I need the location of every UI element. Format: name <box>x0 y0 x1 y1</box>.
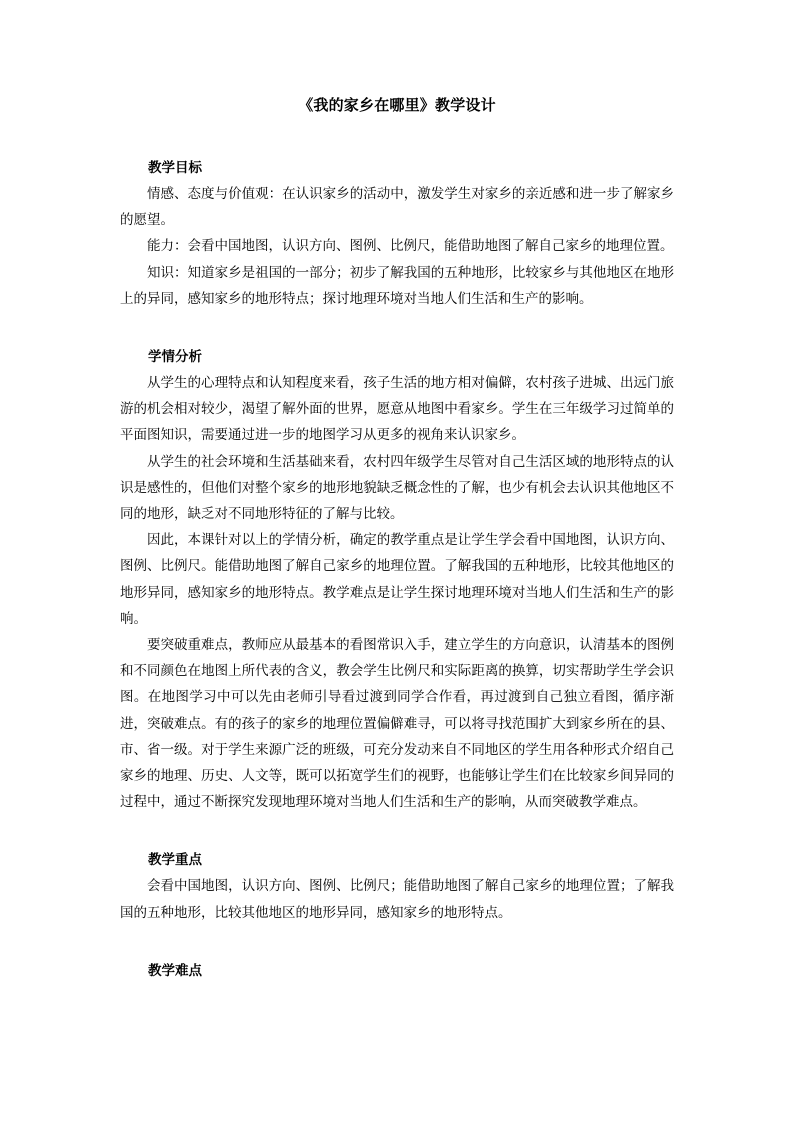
section-heading: 教学重点 <box>148 852 202 869</box>
paragraph: 情感、态度与价值观：在认识家乡的活动中，激发学生对家乡的亲近感和进一步了解家乡的愿望。 <box>120 186 674 229</box>
paragraph: 要突破重难点，教师应从最基本的看图常识入手，建立学生的方向意识，认清基本的图例和不同颜色在地图上所代表的含义，教会学生比例尺和实际距离的换算，切实帮助学生学会识图。在地图学习中可以先由老师引导看过渡到同学合作看，再过渡到自己独立看图，循序渐进，突破难点。有的孩子的家乡的地理位置偏僻难寻，可以将寻找范围扩大到家乡所在的县、市、省一级。对于学生来源广泛的班级，可充分发动来自不同地区的学生用各种形式介绍自己家乡的地理、历史、人文等，既可以拓宽学生们的视野，也能够让学生们在比较家乡间异同的过程中，通过不断探究发现地理环境对当地人们生活和生产的影响，从而突破教学难点。 <box>120 637 674 811</box>
document-title: 《我的家乡在哪里》教学设计 <box>298 96 496 114</box>
section-key-points <box>120 847 674 925</box>
paragraph: 因此，本课针对以上的学情分析，确定的教学重点是让学生学会看中国地图，认识方向、图例、比例尺。能借助地图了解自己家乡的地理位置。了解我国的五种地形，比较其他地区的地形异同，感知家乡的地形特点。教学难点是让学生探讨地理环境对当地人们生活和生产的影响。 <box>120 532 674 627</box>
paragraph: 能力：会看中国地图，认识方向、图例、比例尺，能借助地图了解自己家乡的地理位置。 <box>147 238 674 255</box>
section-heading: 学情分析 <box>148 349 202 366</box>
section-heading: 教学难点 <box>148 962 202 979</box>
paragraph: 会看中国地图，认识方向、图例、比例尺；能借助地图了解自己家乡的地理位置；了解我国的五种地形，比较其他地区的地形异同，感知家乡的地形特点。 <box>120 878 674 921</box>
section-learner-analysis <box>120 344 674 815</box>
section-teaching-objectives <box>120 155 674 312</box>
section-difficult-points <box>120 958 674 984</box>
section-heading: 教学目标 <box>148 160 202 176</box>
paragraph: 从学生的心理特点和认知程度来看，孩子生活的地方相对偏僻，农村孩子进城、出远门旅游的机会相对较少，渴望了解外面的世界，愿意从地图中看家乡。学生在三年级学习过简单的平面图知识，需要通过进一步的地图学习从更多的视角来认识家乡。 <box>120 375 674 444</box>
paragraph: 知识：知道家乡是祖国的一部分；初步了解我国的五种地形，比较家乡与其他地区在地形上的异同，感知家乡的地形特点；探讨地理环境对当地人们生活和生产的影响。 <box>120 264 674 307</box>
paragraph: 从学生的社会环境和生活基础来看，农村四年级学生尽管对自己生活区域的地形特点的认识是感性的，但他们对整个家乡的地形地貌缺乏概念性的了解，也少有机会去认识其他地区不同的地形，缺乏对不同地形特征的了解与比较。 <box>120 453 674 523</box>
